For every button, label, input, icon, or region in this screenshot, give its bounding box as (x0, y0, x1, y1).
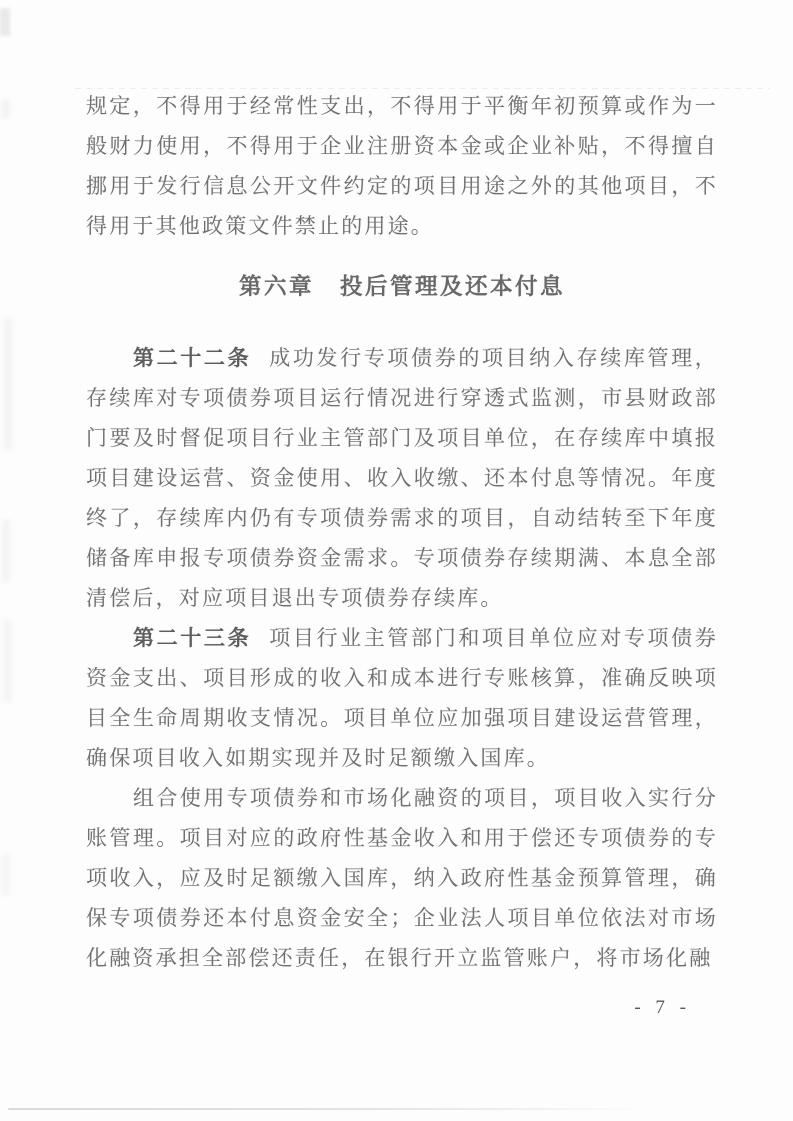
paragraph-combined-financing: 组合使用专项债券和市场化融资的项目，项目收入实行分账管理。项目对应的政府性基金收入和用于偿还专项债券的专项收入，应及时足额缴入国库，纳入政府性基金预算管理，确保专项债券还本付息资金安全；企业法人项目单位依法对市场化融资承担全部偿还责任，在银行开立监管账户，将市场化融 (86, 786, 718, 970)
scan-artifact-smudge (3, 620, 12, 702)
article-22-text: 成功发行专项债券的项目纳入存续库管理，存续库对专项债券项目运行情况进行穿透式监测，市县财政部门要及时督促项目行业主管部门及项目单位，在存续库中填报项目建设运营、资金使用、收入收缴、还本付息等情况。年度终了，存续库内仍有专项债券需求的项目，自动结转至下年度储备库申报专项债券资金需求。专项债券存续期满、本息全部清偿后，对应项目退出专项债券存续库。 (86, 346, 718, 610)
scan-artifact-corner (0, 8, 10, 36)
paragraph-article-23 (86, 618, 718, 778)
text-block (86, 86, 718, 978)
scan-artifact-smudge (2, 100, 10, 118)
scan-artifact-smudge (2, 853, 10, 895)
article-23-label: 第二十三条 (133, 626, 252, 650)
paragraph-continuation: 规定，不得用于经常性支出，不得用于平衡年初预算或作为一般财力使用，不得用于企业注册资本金或企业补贴，不得擅自挪用于发行信息公开文件约定的项目用途之外的其他项目，不得用于其他政策文件禁止的用途。 (86, 94, 718, 238)
chapter-heading (86, 272, 718, 302)
article-22-label: 第二十二条 (133, 346, 252, 370)
chapter-number: 第六章 (238, 274, 314, 299)
scan-artifact-smudge (3, 318, 13, 450)
chapter-title: 投后管理及还本付息 (340, 274, 566, 299)
article-23-text: 项目行业主管部门和项目单位应对专项债券资金支出、项目形成的收入和成本进行专账核算，准确反映项目全生命周期收支情况。项目单位应加强项目建设运营管理，确保项目收入如期实现并及时足额缴入国库。 (86, 626, 718, 770)
scan-artifact-smudge (2, 520, 10, 582)
scan-artifact-bottom-line (8, 1108, 653, 1110)
page-number: - 7 - (634, 997, 691, 1018)
paragraph-article-22 (86, 338, 718, 618)
